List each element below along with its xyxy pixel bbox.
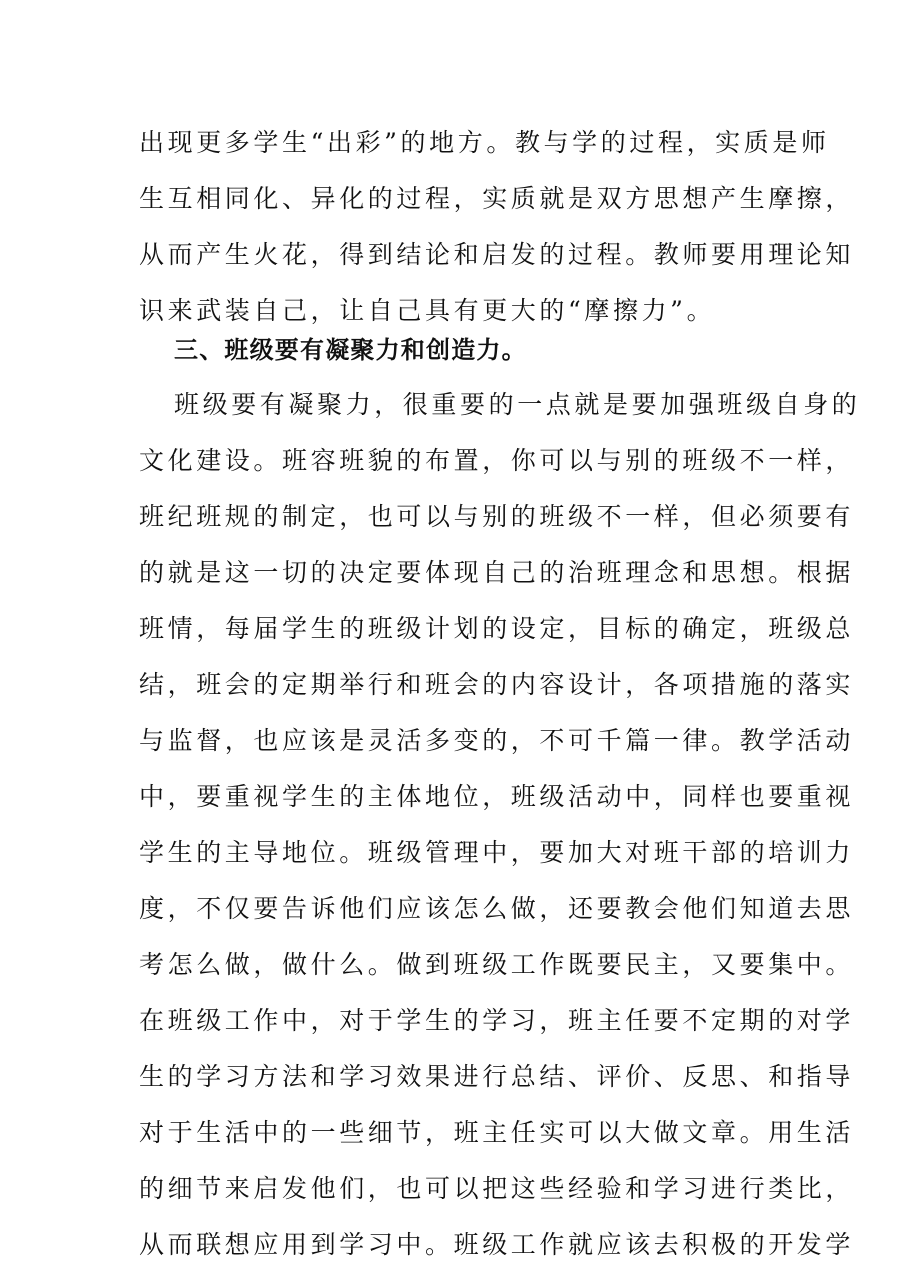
paragraph-2-line-3: 班纪班规的制定，也可以与别的班级不一样，但必须要有 — [139, 502, 855, 531]
paragraph-2-line-6: 结，班会的定期举行和班会的内容设计，各项措施的落实 — [139, 670, 855, 699]
paragraph-2-line-16: 从而联想应用到学习中。班级工作就应该去积极的开发学 — [139, 1230, 855, 1259]
paragraph-1-line-4: 识来武装自己，让自己具有更大的“摩擦力”。 — [139, 296, 716, 325]
paragraph-1-line-2: 生互相同化、异化的过程，实质就是双方思想产生摩擦， — [139, 184, 855, 213]
paragraph-2-line-1: 班级要有凝聚力，很重要的一点就是要加强班级自身的 — [174, 390, 861, 419]
paragraph-2-line-15: 的细节来启发他们，也可以把这些经验和学习进行类比， — [139, 1174, 855, 1203]
paragraph-2-line-5: 班情，每届学生的班级计划的设定，目标的确定，班级总 — [139, 614, 855, 643]
paragraph-2-line-8: 中，要重视学生的主体地位，班级活动中，同样也要重视 — [139, 782, 855, 811]
paragraph-1-line-1: 出现更多学生“出彩”的地方。教与学的过程，实质是师 — [139, 128, 830, 157]
paragraph-2-line-13: 生的学习方法和学习效果进行总结、评价、反思、和指导 — [139, 1062, 855, 1091]
paragraph-2-line-11: 考怎么做，做什么。做到班级工作既要民主，又要集中。 — [139, 950, 855, 979]
paragraph-2-line-10: 度，不仅要告诉他们应该怎么做，还要教会他们知道去思 — [139, 894, 855, 923]
paragraph-1-line-3: 从而产生火花，得到结论和启发的过程。教师要用理论知 — [139, 240, 855, 269]
paragraph-2-line-4: 的就是这一切的决定要体现自己的治班理念和思想。根据 — [139, 558, 855, 587]
paragraph-2-line-14: 对于生活中的一些细节，班主任实可以大做文章。用生活 — [139, 1118, 855, 1147]
section-heading: 三、班级要有凝聚力和创造力。 — [174, 336, 527, 364]
paragraph-2-line-2: 文化建设。班容班貌的布置，你可以与别的班级不一样， — [139, 446, 855, 475]
paragraph-2-line-7: 与监督，也应该是灵活多变的，不可千篇一律。教学活动 — [139, 726, 855, 755]
paragraph-2-line-9: 学生的主导地位。班级管理中，要加大对班干部的培训力 — [139, 838, 855, 867]
paragraph-2-line-12: 在班级工作中，对于学生的学习，班主任要不定期的对学 — [139, 1006, 855, 1035]
